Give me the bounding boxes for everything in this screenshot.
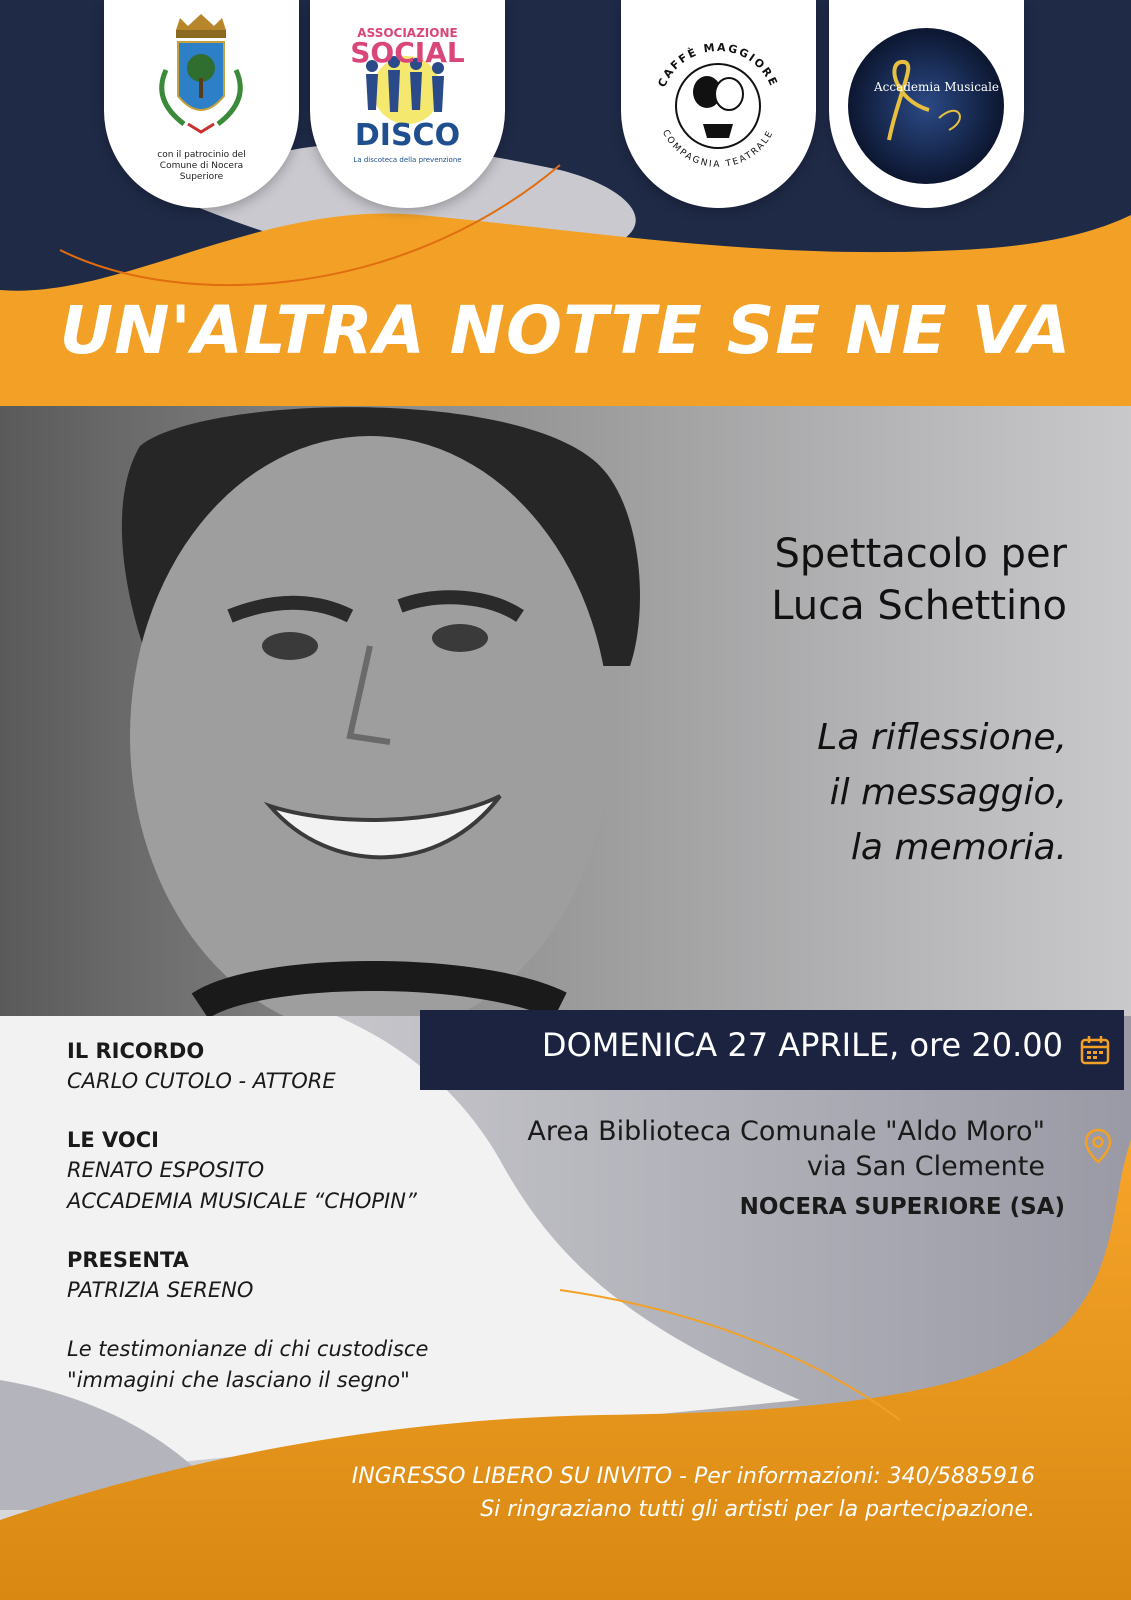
location-pin-icon: [1084, 1128, 1112, 1164]
credit-voci-value-1: RENATO ESPOSITO: [67, 1158, 265, 1182]
comune-caption-line1: con il patrocinio del: [157, 150, 246, 160]
subtitle-line2: Luca Schettino: [771, 583, 1067, 629]
subtitle: [547, 528, 1067, 632]
quote-line2: il messaggio,: [829, 772, 1067, 813]
venue-line2: via San Clemente: [806, 1151, 1045, 1182]
subtitle-line1: Spettacolo per: [774, 531, 1067, 577]
social-disco-line1: ASSOCIAZIONE: [357, 26, 458, 40]
credit-ricordo-value: CARLO CUTOLO - ATTORE: [67, 1069, 336, 1093]
testimonianze-line2: "immagini che lasciano il segno": [67, 1368, 410, 1392]
social-disco-line3: DISCO: [354, 118, 461, 153]
testimonianze-line1: Le testimonianze di chi custodisce: [67, 1337, 429, 1361]
event-title: UN'ALTRA NOTTE SE NE VA: [59, 292, 1072, 369]
caffe-maggiore-top-text: CAFFÈ MAGGIORE: [655, 40, 781, 90]
quote: [547, 710, 1067, 875]
venue: [425, 1114, 1045, 1184]
caffe-maggiore-bottom-text: COMPAGNIA TEATRALE: [659, 128, 777, 171]
accademia-musicale-logo: [829, 0, 1024, 208]
event-date: DOMENICA 27 APRILE, ore 20.00: [541, 1026, 1063, 1064]
social-disco-line2: SOCIAL: [350, 36, 465, 69]
credit-voci-value-2: ACCADEMIA MUSICALE “CHOPIN”: [67, 1189, 417, 1213]
comune-logo: [104, 0, 299, 208]
social-disco-tagline: La discoteca della prevenzione: [353, 156, 462, 164]
theater-masks-icon: [621, 0, 816, 208]
accademia-emblem-icon: [829, 0, 1024, 208]
venue-line1: Area Biblioteca Comunale "Aldo Moro": [527, 1116, 1045, 1147]
quote-line1: La riflessione,: [817, 717, 1067, 758]
credit-voci-heading: LE VOCI: [67, 1128, 159, 1152]
accademia-line1: Accademia Musicale: [873, 80, 1000, 94]
footer-line1: INGRESSO LIBERO SU INVITO - Per informazioni: 340/5885916: [351, 1464, 1035, 1489]
credit-presenta-heading: PRESENTA: [67, 1248, 189, 1272]
social-disco-logo: [310, 0, 505, 208]
footer-line2: Si ringraziano tutti gli artisti per la partecipazione.: [480, 1497, 1035, 1522]
calendar-icon: [1079, 1034, 1111, 1066]
venue-city: NOCERA SUPERIORE (SA): [739, 1194, 1065, 1220]
quote-line3: la memoria.: [850, 827, 1067, 868]
credit-ricordo-heading: IL RICORDO: [67, 1039, 205, 1063]
credit-presenta-value: PATRIZIA SERENO: [67, 1278, 254, 1302]
comune-caption-line2: Comune di Nocera: [159, 161, 244, 171]
footer: [175, 1460, 1035, 1526]
comune-caption-line3: Superiore: [179, 172, 224, 182]
credits: [67, 1036, 487, 1396]
caffe-maggiore-logo: [621, 0, 816, 208]
